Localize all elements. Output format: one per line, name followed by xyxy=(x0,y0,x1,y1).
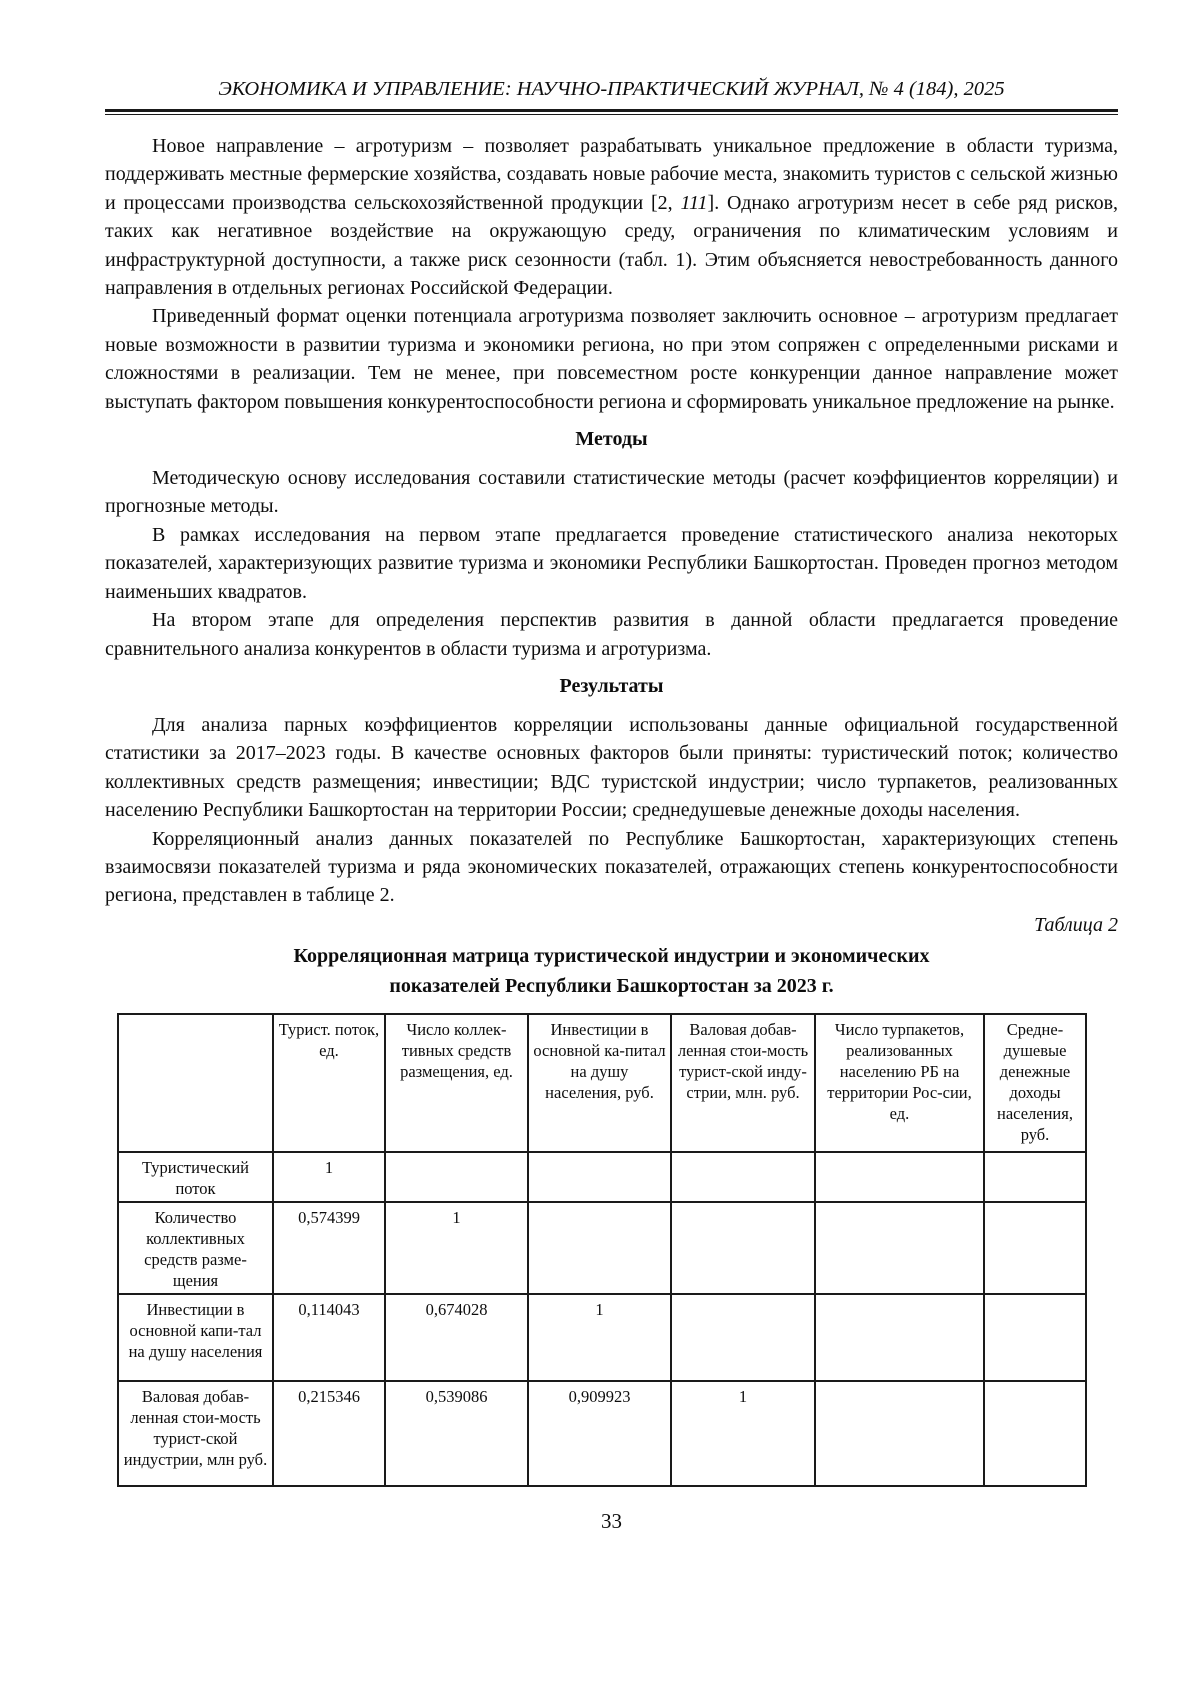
page-number: 33 xyxy=(601,1509,622,1534)
table-row xyxy=(118,1152,1086,1202)
row-label: Инвестиции в основной капи-тал на душу населения xyxy=(118,1294,273,1381)
table-header-row xyxy=(118,1014,1086,1152)
corr-value: 0,114043 xyxy=(273,1294,385,1381)
corr-value: 1 xyxy=(385,1202,528,1294)
paragraph-correlation-analysis: Корреляционный анализ данных показателей по Республике Башкортостан, характеризующих степень взаимосвязи показателей туризма и ряда экономических показателей, отражающих степень конкурентоспособности региона, представлен в таблице 2. xyxy=(105,827,1118,907)
corr-value xyxy=(528,1152,671,1202)
corr-value xyxy=(984,1152,1086,1202)
corr-value xyxy=(671,1202,815,1294)
table-title-line1: Корреляционная матрица туристической индустрии и экономических xyxy=(293,945,930,968)
corr-value xyxy=(984,1202,1086,1294)
corr-value: 1 xyxy=(273,1152,385,1202)
corr-value: 0,574399 xyxy=(273,1202,385,1294)
paragraph-text: Новое направление – агротуризм – позволяет разрабатывать уникальное предложение в области туризма, поддерживать местные фермерские хозяйства, создавать новые рабочие места, знакомить туристов с сельской жизнью и процессами производства сельскохозяйственной продукции [2, xyxy=(105,135,1118,214)
section-heading-methods: Методы xyxy=(575,428,648,451)
table-caption: Таблица 2 xyxy=(1034,913,1118,936)
table-row xyxy=(118,1202,1086,1294)
header-cell-income: Средне-душевые денежные доходы населения, руб. xyxy=(984,1014,1086,1152)
citation-page-italic: 111 xyxy=(680,191,708,214)
corr-value xyxy=(815,1202,984,1294)
header-cell-tourist-flow: Турист. поток, ед. xyxy=(273,1014,385,1152)
header-rule-thick xyxy=(105,109,1118,112)
header-cell-tour-packages: Число турпакетов, реализованных населению РБ на территории Рос-сии, ед. xyxy=(815,1014,984,1152)
page-content xyxy=(105,76,1118,1534)
corr-value: 0,909923 xyxy=(528,1381,671,1486)
paragraph-format-conclusion: Приведенный формат оценки потенциала агротуризма позволяет заключить основное – агротуризм предлагает новые возможности в развитии туризма и экономики региона, но при этом сопряжен с определенными рисками и сложностями в реализации. Тем не менее, при повсеместном росте конкуренции данное направление может выступать фактором повышения конкурентоспособности региона и сформировать уникальное предложение на рынке. xyxy=(105,305,1118,413)
correlation-matrix-table xyxy=(117,1013,1087,1487)
paragraph-correlation-factors: Для анализа парных коэффициентов корреляции использованы данные официальной государственной статистики за 2017–2023 годы. В качестве основных факторов были приняты: туристический поток; количество коллективных средств размещения; инвестиции; ВДС туристской индустрии; число турпакетов, реализованных населению Республики Башкортостан на территории России; среднедушевые денежные доходы населения. xyxy=(105,713,1118,822)
table-row xyxy=(118,1294,1086,1381)
paragraph-second-stage: На втором этапе для определения перспектив развития в данной области предлагается проведение сравнительного анализа конкурентов в области туризма и агротуризма. xyxy=(105,609,1118,660)
header-cell-empty xyxy=(118,1014,273,1152)
article-body xyxy=(105,132,1118,1534)
corr-value: 1 xyxy=(528,1294,671,1381)
table-title-line2: показателей Республики Башкортостан за 2023 г. xyxy=(389,975,834,998)
paragraph-agrotourism-intro xyxy=(105,132,1118,302)
header-cell-investments: Инвестиции в основной ка-питал на душу населения, руб. xyxy=(528,1014,671,1152)
row-label: Туристический поток xyxy=(118,1152,273,1202)
corr-value: 0,539086 xyxy=(385,1381,528,1486)
paragraph-first-stage: В рамках исследования на первом этапе предлагается проведение статистического анализа некоторых показателей, характеризующих развитие туризма и экономики Республики Башкортостан. Проведен прогноз методом наименьших квадратов. xyxy=(105,523,1118,603)
corr-value xyxy=(815,1381,984,1486)
corr-value xyxy=(815,1294,984,1381)
table-row xyxy=(118,1381,1086,1486)
corr-value xyxy=(815,1152,984,1202)
section-heading-results: Результаты xyxy=(559,674,664,697)
corr-value: 0,674028 xyxy=(385,1294,528,1381)
paragraph-text: ]. Однако агротуризм несет в себе ряд рисков, таких как негативное воздействие на окружающую среду, ограничения по климатическим условиям и инфраструктурной доступности, а также риск сезонности (табл. 1). Этим объясняется невостребованность данного направления в отдельных регионах Российской Федерации. xyxy=(105,191,1119,300)
corr-value: 0,215346 xyxy=(273,1381,385,1486)
corr-value xyxy=(385,1152,528,1202)
row-label: Количество коллективных средств разме-щения xyxy=(118,1202,273,1294)
header-cell-accommodation: Число коллек-тивных средств размещения, ед. xyxy=(385,1014,528,1152)
corr-value xyxy=(528,1202,671,1294)
row-label: Валовая добав-ленная стои-мость турист-ской индустрии, млн руб. xyxy=(118,1381,273,1486)
corr-value xyxy=(671,1152,815,1202)
corr-value xyxy=(984,1381,1086,1486)
header-cell-gva: Валовая добав-ленная стои-мость турист-ской инду-стрии, млн. руб. xyxy=(671,1014,815,1152)
paragraph-method-basis: Методическую основу исследования составили статистические методы (расчет коэффициентов корреляции) и прогнозные методы. xyxy=(105,467,1118,518)
corr-value xyxy=(671,1294,815,1381)
corr-value xyxy=(984,1294,1086,1381)
journal-header-title: ЭКОНОМИКА И УПРАВЛЕНИЕ: НАУЧНО-ПРАКТИЧЕСКИЙ ЖУРНАЛ, № 4 (184), 2025 xyxy=(218,78,1005,100)
corr-value: 1 xyxy=(671,1381,815,1486)
table-title xyxy=(105,941,1118,1001)
header-rule-thin xyxy=(105,114,1118,115)
